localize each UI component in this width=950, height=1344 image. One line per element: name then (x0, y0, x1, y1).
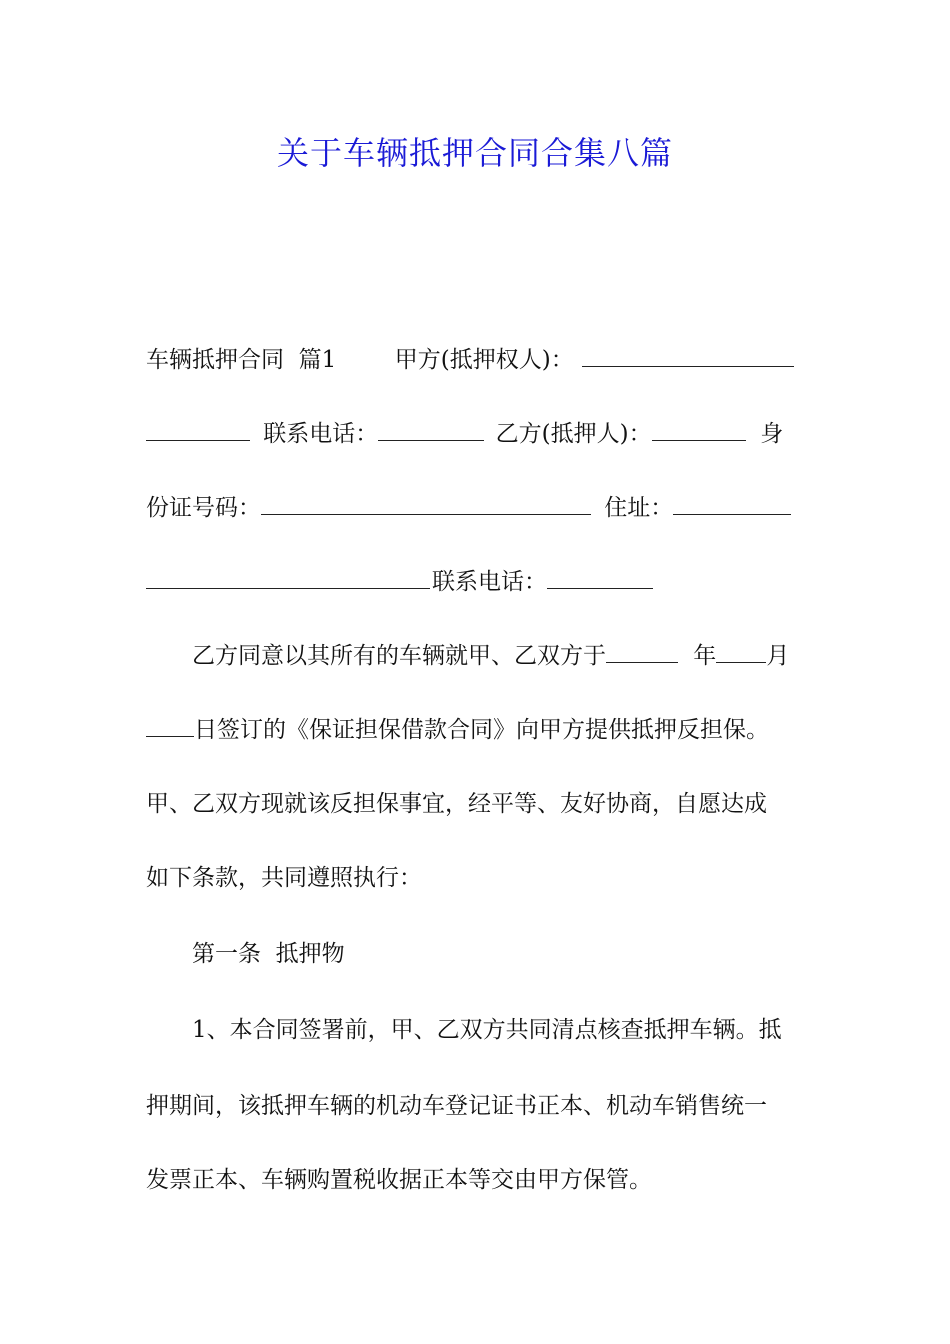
text-line (146, 1010, 806, 1050)
party-a-label: 甲方(抵押权人)： (336, 347, 574, 373)
article-heading: 第一条 抵押物 (192, 941, 345, 967)
para-text: 押期间，该抵押车辆的机动车登记证书正本、机动车销售统一 (146, 1093, 767, 1119)
blank-line (606, 636, 678, 663)
para-text: 甲、乙双方现就该反担保事宜，经平等、友好协商，自愿达成 (146, 791, 767, 817)
text-line (146, 488, 806, 528)
text-line (146, 1086, 806, 1126)
text-line (146, 414, 806, 454)
blank-line (673, 488, 791, 515)
id-label-end: 份证号码： (146, 495, 261, 521)
section-heading (146, 934, 806, 974)
blank-line (547, 562, 653, 589)
para-text: 日签订的《保证担保借款合同》向甲方提供抵押反担保。 (194, 717, 769, 743)
phone-label: 联系电话： (432, 569, 547, 595)
document-title: 关于车辆抵押合同合集八篇 (276, 134, 673, 172)
phone-label: 联系电话： (256, 421, 379, 447)
para-text: 1、本合同签署前，甲、乙双方共同清点核查抵押车辆。抵 (192, 1017, 782, 1043)
text-line (146, 636, 806, 676)
blank-line (146, 562, 430, 589)
text-line (146, 562, 806, 602)
para-text: 发票正本、车辆购置税收据正本等交由甲方保管。 (146, 1167, 652, 1193)
party-b-label: 乙方(抵押人)： (488, 421, 652, 447)
blank-line (716, 636, 766, 663)
text-line (146, 340, 806, 380)
blank-line (261, 488, 591, 515)
para-text: 如下条款，共同遵照执行： (146, 865, 422, 891)
blank-line (652, 414, 746, 441)
blank-line (146, 710, 194, 737)
id-label-start: 身 (745, 421, 784, 447)
para-text: 乙方同意以其所有的车辆就甲、乙双方于 (192, 643, 606, 669)
para-text: 年 (686, 643, 717, 669)
contract-heading-inline: 车辆抵押合同 篇1 (146, 347, 337, 373)
blank-line (378, 414, 484, 441)
text-line (146, 784, 806, 824)
blank-line (146, 414, 250, 441)
text-line (146, 1160, 806, 1200)
address-label: 住址： (597, 495, 674, 521)
text-line (146, 858, 806, 898)
para-text: 月 (766, 643, 790, 669)
blank-line (582, 340, 794, 367)
text-line (146, 710, 806, 750)
